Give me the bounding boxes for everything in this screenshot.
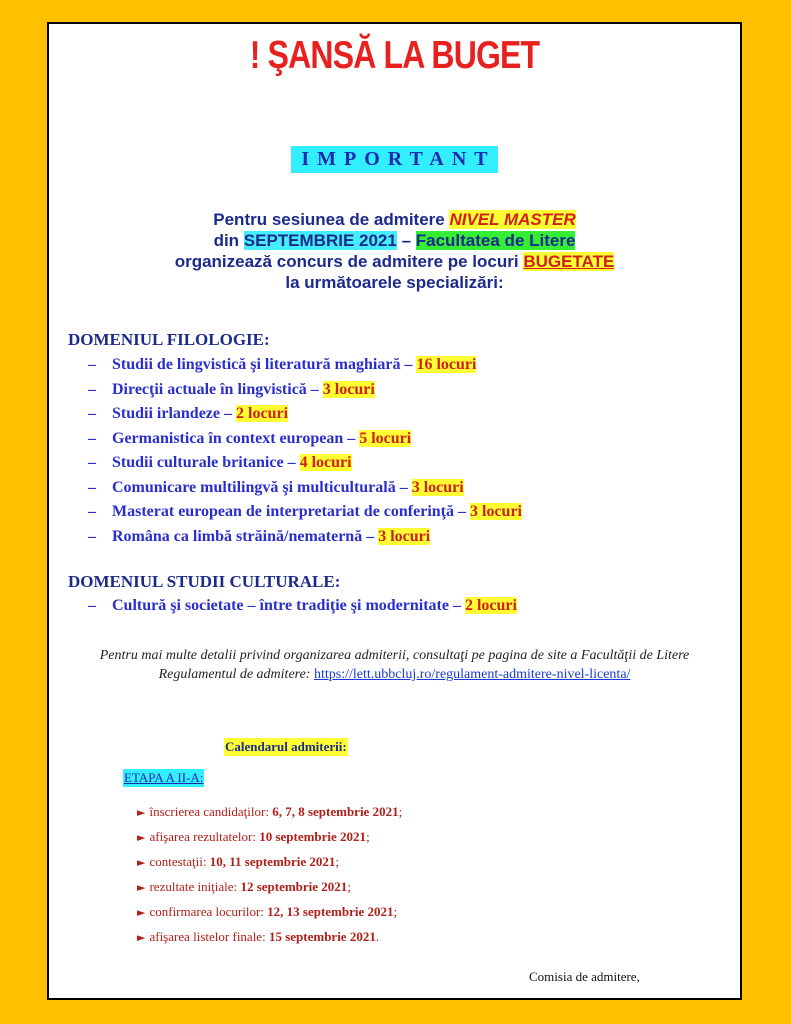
program-item: – Direcţii actuale în lingvistică – 3 locuri [88, 380, 375, 398]
schedule-item: ► confirmarea locurilor: 12, 13 septembrie 2021; [137, 904, 398, 919]
places-count: 3 locuri [378, 527, 431, 545]
details-note [49, 646, 740, 684]
schedule-item: ► rezultate iniţiale: 12 septembrie 2021; [137, 879, 351, 894]
document-page [47, 22, 742, 1000]
domain-studii-culturale-title: DOMENIUL STUDII CULTURALE: [68, 572, 341, 591]
intro-line-2: din SEPTEMBRIE 2021 – Facultatea de Litere [213, 231, 576, 250]
schedule-item: ► afişarea rezultatelor: 10 septembrie 2021; [137, 829, 370, 844]
places-count: 4 locuri [299, 454, 352, 471]
details-note-line-1: Pentru mai multe detalii privind organizarea admiterii, consultaţi pe pagina de site a Facultăţii de Litere [99, 648, 690, 663]
arrow-bullet-icon: ► [137, 881, 146, 894]
places-count: 3 locuri [470, 503, 522, 520]
places-count: 2 locuri [236, 405, 289, 422]
intro-paragraph [49, 209, 740, 293]
places-count: 3 locuri [411, 478, 464, 496]
program-item: – Comunicare multilingvă şi multiculturală – 3 locuri [88, 478, 464, 496]
page-title: ! ŞANSĂ LA BUGET [249, 34, 540, 77]
arrow-bullet-icon: ► [137, 906, 146, 919]
regulation-link[interactable]: https://lett.ubbcluj.ro/regulament-admitere-nivel-licenta/ [313, 667, 631, 682]
intro-line-1: Pentru sesiunea de admitere NIVEL MASTER [213, 210, 576, 229]
arrow-bullet-icon: ► [137, 831, 146, 844]
budget-highlight: BUGETATE [523, 252, 615, 271]
program-item: – Germanistica în context european – 5 locuri [88, 429, 412, 447]
places-count: 3 locuri [322, 380, 375, 398]
program-item: – Studii culturale britanice – 4 locuri [88, 454, 352, 471]
calendar-title: Calendarul admiterii: [225, 739, 347, 754]
important-banner [49, 146, 740, 173]
places-count: 16 locuri [416, 356, 477, 373]
program-item: – Studii irlandeze – 2 locuri [88, 405, 289, 422]
schedule-item: ► înscrierea candidaţilor: 6, 7, 8 septembrie 2021; [137, 804, 403, 819]
program-item: – Cultură şi societate – între tradiţie şi modernitate – 2 locuri [88, 597, 517, 614]
faculty-highlight: Facultatea de Litere [415, 231, 576, 250]
places-count: 2 locuri [464, 597, 517, 614]
program-item: – Studii de lingvistică şi literatură maghiară – 16 locuri [88, 356, 477, 373]
stage-label: ETAPA A II-A: [124, 770, 204, 785]
arrow-bullet-icon: ► [137, 931, 146, 944]
arrow-bullet-icon: ► [137, 806, 146, 819]
details-note-line-2: Regulamentul de admitere: https://lett.ubbcluj.ro/regulament-admitere-nivel-licenta/ [158, 667, 631, 682]
schedule-item: ► afişarea listelor finale: 15 septembrie 2021. [137, 929, 380, 944]
schedule-list [137, 799, 402, 949]
intro-line-3: organizează concurs de admitere pe locuri BUGETATE [174, 252, 615, 271]
important-label: IMPORTANT [291, 146, 497, 173]
month-highlight: SEPTEMBRIE 2021 [243, 231, 397, 250]
filologie-program-list [88, 353, 522, 549]
signature: Comisia de admitere, [529, 969, 640, 984]
studii-culturale-program-list [88, 594, 517, 619]
domain-filologie-title: DOMENIUL FILOLOGIE: [68, 330, 270, 349]
arrow-bullet-icon: ► [137, 856, 146, 869]
program-item: – Româna ca limbă străină/nematernă – 3 locuri [88, 527, 431, 545]
places-count: 5 locuri [359, 429, 412, 447]
intro-line-4: la următoarele specializări: [285, 273, 504, 292]
schedule-item: ► contestaţii: 10, 11 septembrie 2021; [137, 854, 340, 869]
program-item: – Masterat european de interpretariat de conferinţă – 3 locuri [88, 503, 522, 520]
level-highlight: NIVEL MASTER [449, 210, 576, 229]
